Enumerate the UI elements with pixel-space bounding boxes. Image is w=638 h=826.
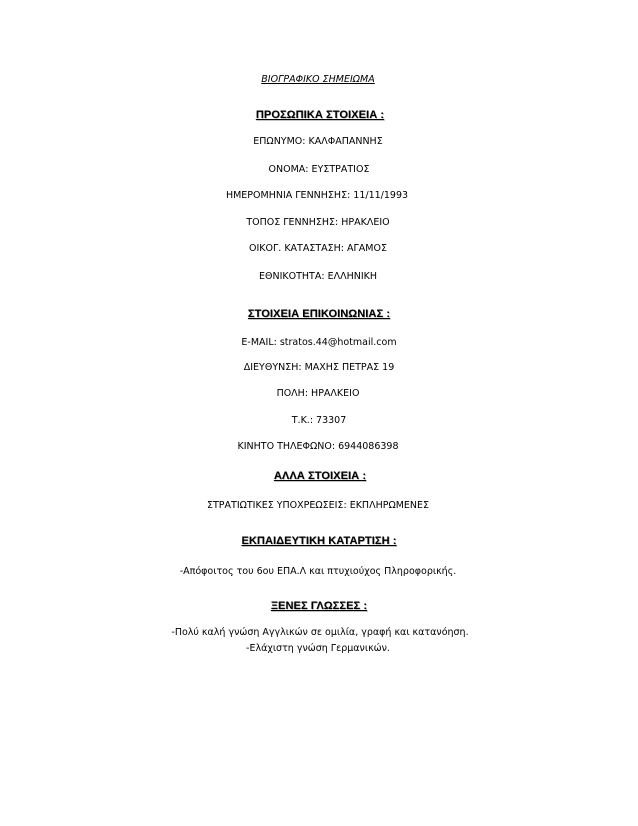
surname-field: ΕΠΩΝΥΜΟ: ΚΑΛΦΑΠΑΝΝΗΣ xyxy=(253,136,383,147)
education-heading: ΕΚΠΑΙΔΕΥΤΙΚΗ ΚΑΤΑΡΤΙΣΗ : xyxy=(241,535,397,547)
mobile-phone-field: ΚΙΝΗΤΟ ΤΗΛΕΦΩΝΟ: 6944086398 xyxy=(237,441,399,452)
nationality-field: ΕΘΝΙΚΟΤΗΤΑ: ΕΛΛΗΝΙΚΗ xyxy=(259,271,377,282)
education-item: -Απόφοιτος του 6ου ΕΠΑ.Λ και πτυχιούχος Πληροφορικής. xyxy=(179,566,457,577)
german-language-item: -Ελάχιστη γνώση Γερμανικών. xyxy=(246,643,390,654)
marital-status-field: ΟΙΚΟΓ. ΚΑΤΑΣΤΑΣΗ: ΑΓΑΜΟΣ xyxy=(249,243,387,254)
email-field: E-MAIL: stratos.44@hotmail.com xyxy=(241,337,397,348)
birthplace-field: ΤΟΠΟΣ ΓΕΝΝΗΣΗΣ: ΗΡΑΚΛΕΙΟ xyxy=(246,217,390,228)
other-info-heading: ΑΛΛΑ ΣΤΟΙΧΕΙΑ : xyxy=(273,470,367,482)
postal-code-field: Τ.Κ.: 73307 xyxy=(291,415,347,426)
personal-info-heading: ΠΡΟΣΩΠΙΚΑ ΣΤΟΙΧΕΙΑ : xyxy=(255,109,385,121)
name-field: ΟΝΟΜΑ: ΕΥΣΤΡΑΤΙΟΣ xyxy=(268,164,370,175)
military-obligations-field: ΣΤΡΑΤΙΩΤΙΚΕΣ ΥΠΟΧΡΕΩΣΕΙΣ: ΕΚΠΛΗΡΩΜΕΝΕΣ xyxy=(206,500,430,511)
birthdate-field: ΗΜΕΡΟΜΗΝΙΑ ΓΕΝΝΗΣΗΣ: 11/11/1993 xyxy=(225,190,409,201)
city-field: ΠΟΛΗ: ΗΡΑΛΚΕΙΟ xyxy=(276,388,360,399)
english-language-item: -Πολύ καλή γνώση Αγγλικών σε ομιλία, γραφή και κατανόηση. xyxy=(171,627,469,638)
contact-info-heading: ΣΤΟΙΧΕΙΑ ΕΠΙΚΟΙΝΩΝΙΑΣ : xyxy=(247,308,391,320)
foreign-languages-heading: ΞΕΝΕΣ ΓΛΩΣΣΕΣ : xyxy=(270,600,368,612)
address-field: ΔΙΕΥΘΥΝΣΗ: ΜΑΧΗΣ ΠΕΤΡΑΣ 19 xyxy=(243,362,395,373)
document-title: ΒΙΟΓΡΑΦΙΚΟ ΣΗΜΕΙΩΜΑ xyxy=(261,74,375,85)
